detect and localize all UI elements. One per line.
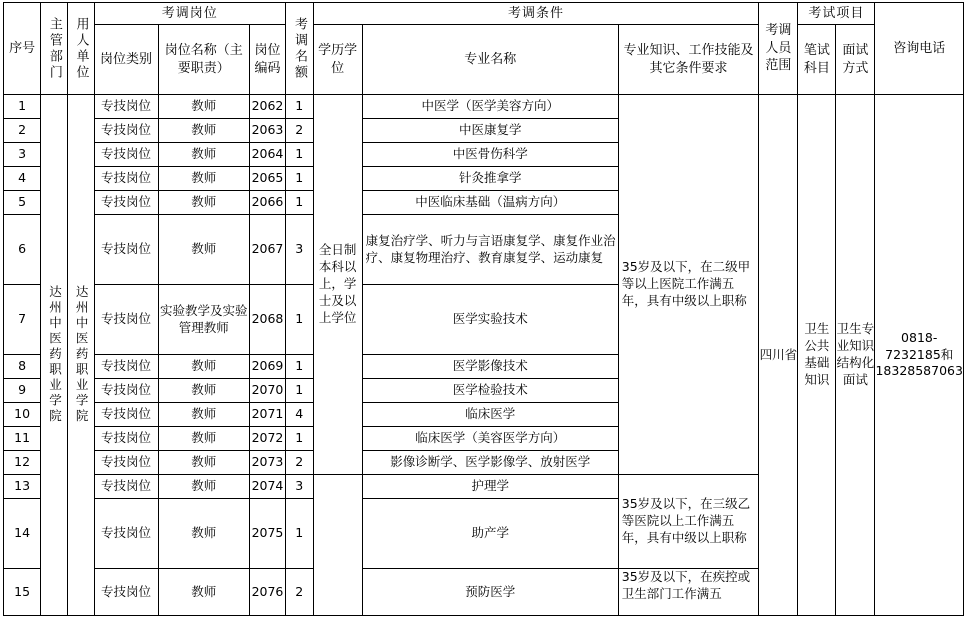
cell-seq: 14 — [4, 499, 41, 569]
cell-code: 2064 — [250, 143, 286, 167]
cell-name: 教师 — [158, 475, 249, 499]
cell-seq: 15 — [4, 569, 41, 616]
cell-req-b: 35岁及以下，在三级乙等医院以上工作满五年，具有中级以上职称 — [618, 475, 759, 569]
cell-quota: 1 — [285, 143, 313, 167]
cell-type: 专技岗位 — [94, 451, 158, 475]
cell-quota: 1 — [285, 191, 313, 215]
cell-quota: 1 — [285, 379, 313, 403]
cell-major: 针灸推拿学 — [362, 167, 618, 191]
cell-major: 预防医学 — [362, 569, 618, 616]
cell-major: 中医学（医学美容方向） — [362, 95, 618, 119]
cell-major: 中医康复学 — [362, 119, 618, 143]
cell-code: 2075 — [250, 499, 286, 569]
cell-name: 教师 — [158, 379, 249, 403]
cell-code: 2070 — [250, 379, 286, 403]
cell-name: 教师 — [158, 403, 249, 427]
cell-type: 专技岗位 — [94, 119, 158, 143]
cell-code: 2066 — [250, 191, 286, 215]
cell-quota: 1 — [285, 355, 313, 379]
cell-degree: 全日制本科以上，学士及以上学位 — [313, 95, 362, 475]
cell-code: 2073 — [250, 451, 286, 475]
header-dept: 主管部门 — [41, 3, 68, 95]
cell-quota: 4 — [285, 403, 313, 427]
cell-code: 2062 — [250, 95, 286, 119]
cell-quota: 1 — [285, 167, 313, 191]
cell-major: 中医骨伤科学 — [362, 143, 618, 167]
header-post-group: 考调岗位 — [94, 3, 285, 25]
cell-unit: 达州中医药职业学院 — [67, 95, 94, 616]
recruitment-table — [3, 2, 964, 616]
cell-name: 教师 — [158, 215, 249, 285]
cell-major: 护理学 — [362, 475, 618, 499]
cell-name: 教师 — [158, 143, 249, 167]
header-unit: 用人单位 — [67, 3, 94, 95]
cell-major: 医学实验技术 — [362, 285, 618, 355]
cell-seq: 12 — [4, 451, 41, 475]
header-post-name: 岗位名称（主要职责） — [158, 25, 249, 95]
cell-scope: 四川省 — [759, 95, 798, 616]
cell-name: 教师 — [158, 427, 249, 451]
cell-seq: 13 — [4, 475, 41, 499]
cell-type: 专技岗位 — [94, 499, 158, 569]
cell-seq: 7 — [4, 285, 41, 355]
cell-major: 康复治疗学、听力与言语康复学、康复作业治疗、康复物理治疗、教育康复学、运动康复 — [362, 215, 618, 285]
cell-name: 教师 — [158, 451, 249, 475]
cell-quota: 3 — [285, 475, 313, 499]
header-written: 笔试科目 — [798, 25, 836, 95]
header-post-code: 岗位编码 — [250, 25, 286, 95]
cell-quota: 2 — [285, 119, 313, 143]
cell-major: 中医临床基础（温病方向） — [362, 191, 618, 215]
cell-name: 教师 — [158, 119, 249, 143]
cell-seq: 8 — [4, 355, 41, 379]
cell-type: 专技岗位 — [94, 215, 158, 285]
header-quota: 考调名额 — [285, 3, 313, 95]
cell-code: 2071 — [250, 403, 286, 427]
header-scope: 考调人员范围 — [759, 3, 798, 95]
table-row — [4, 95, 964, 119]
cell-interview: 卫生专业知识结构化面试 — [836, 95, 875, 616]
header-other-req: 专业知识、工作技能及其它条件要求 — [618, 25, 759, 95]
cell-type: 专技岗位 — [94, 403, 158, 427]
cell-major: 医学影像技术 — [362, 355, 618, 379]
cell-req-a: 35岁及以下，在二级甲等以上医院工作满五年，具有中级以上职称 — [618, 95, 759, 475]
cell-name: 教师 — [158, 569, 249, 616]
cell-seq: 9 — [4, 379, 41, 403]
cell-quota: 1 — [285, 427, 313, 451]
cell-code: 2074 — [250, 475, 286, 499]
cell-dept: 达州中医药职业学院 — [41, 95, 68, 616]
cell-seq: 10 — [4, 403, 41, 427]
cell-type: 专技岗位 — [94, 569, 158, 616]
cell-code: 2068 — [250, 285, 286, 355]
cell-seq: 6 — [4, 215, 41, 285]
cell-seq: 5 — [4, 191, 41, 215]
cell-name: 教师 — [158, 95, 249, 119]
cell-major: 临床医学 — [362, 403, 618, 427]
header-interview: 面试方式 — [836, 25, 875, 95]
cell-quota: 1 — [285, 285, 313, 355]
header-cond-group: 考调条件 — [313, 3, 759, 25]
cell-name: 实验教学及实验管理教师 — [158, 285, 249, 355]
cell-quota: 1 — [285, 95, 313, 119]
cell-quota: 3 — [285, 215, 313, 285]
cell-code: 2063 — [250, 119, 286, 143]
cell-type: 专技岗位 — [94, 379, 158, 403]
cell-quota: 2 — [285, 451, 313, 475]
cell-code: 2067 — [250, 215, 286, 285]
cell-type: 专技岗位 — [94, 427, 158, 451]
cell-type: 专技岗位 — [94, 285, 158, 355]
cell-seq: 2 — [4, 119, 41, 143]
cell-written: 卫生公共基础知识 — [798, 95, 836, 616]
cell-seq: 4 — [4, 167, 41, 191]
cell-quota: 2 — [285, 569, 313, 616]
cell-seq: 1 — [4, 95, 41, 119]
cell-type: 专技岗位 — [94, 355, 158, 379]
cell-type: 专技岗位 — [94, 191, 158, 215]
cell-req-c: 35岁及以下，在疾控或卫生部门工作满五 — [618, 569, 759, 616]
cell-type: 专技岗位 — [94, 143, 158, 167]
cell-type: 专技岗位 — [94, 95, 158, 119]
cell-phone: 0818-7232185和18328587063 — [875, 95, 964, 616]
cell-code: 2072 — [250, 427, 286, 451]
cell-major: 助产学 — [362, 499, 618, 569]
cell-quota: 1 — [285, 499, 313, 569]
cell-major: 医学检验技术 — [362, 379, 618, 403]
header-major: 专业名称 — [362, 25, 618, 95]
cell-degree-blank — [313, 475, 362, 616]
cell-code: 2069 — [250, 355, 286, 379]
cell-code: 2065 — [250, 167, 286, 191]
cell-name: 教师 — [158, 355, 249, 379]
cell-name: 教师 — [158, 167, 249, 191]
header-seq: 序号 — [4, 3, 41, 95]
header-post-type: 岗位类别 — [94, 25, 158, 95]
header-degree: 学历学位 — [313, 25, 362, 95]
cell-type: 专技岗位 — [94, 475, 158, 499]
cell-name: 教师 — [158, 191, 249, 215]
header-exam-group: 考试项目 — [798, 3, 875, 25]
cell-seq: 3 — [4, 143, 41, 167]
cell-name: 教师 — [158, 499, 249, 569]
cell-major: 影像诊断学、医学影像学、放射医学 — [362, 451, 618, 475]
cell-seq: 11 — [4, 427, 41, 451]
cell-major: 临床医学（美容医学方向） — [362, 427, 618, 451]
cell-code: 2076 — [250, 569, 286, 616]
header-phone: 咨询电话 — [875, 3, 964, 95]
cell-type: 专技岗位 — [94, 167, 158, 191]
